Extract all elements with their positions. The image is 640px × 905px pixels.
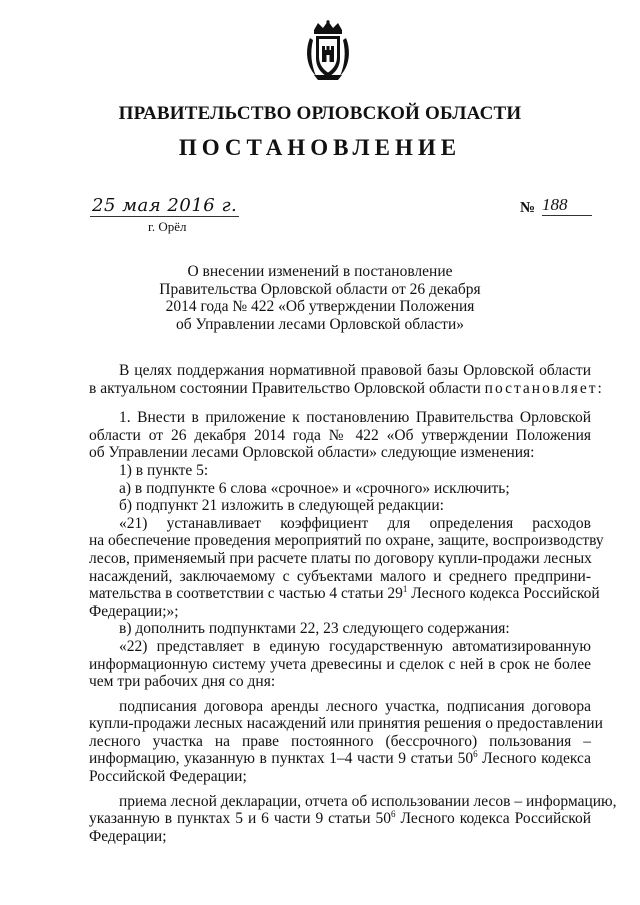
text-line: лесов, применяемый при расчете платы по договору купли-продажи лесных bbox=[89, 549, 592, 567]
decree-body bbox=[89, 362, 617, 845]
title-line: Правительства Орловской области от 26 декабря bbox=[159, 280, 481, 298]
text-line bbox=[89, 379, 604, 398]
text-line bbox=[89, 810, 591, 828]
text-line: на обеспечение проведения мероприятий по охране, защите, воспроизводству bbox=[89, 532, 604, 550]
text-line: области от 26 декабря 2014 года № 422 «Об утверждении Положения bbox=[89, 426, 591, 444]
subitem-a: а) в подпункте 6 слова «срочное» и «срочного» исключить; bbox=[119, 479, 510, 497]
decree-date: 25 мая 2016 г. bbox=[92, 195, 238, 216]
text-line bbox=[89, 750, 591, 768]
decree-number: 188 bbox=[542, 195, 592, 216]
text-fragment: указанную в пунктах 5 и 6 части 9 статьи 50 bbox=[89, 810, 392, 828]
number-label: № bbox=[520, 200, 536, 216]
coat-of-arms-icon bbox=[304, 20, 352, 82]
preamble bbox=[89, 362, 604, 397]
text-line: насаждений, заключаемому с субъектами малого и среднего предприни- bbox=[89, 567, 591, 585]
text-fragment: Лесного кодекса Российской bbox=[407, 585, 600, 603]
title-line: О внесении изменений в постановление bbox=[187, 263, 453, 280]
text-fragment: Лесного кодекса bbox=[477, 750, 591, 768]
text-line: лесного участка на праве постоянного (бессрочного) пользования – bbox=[89, 732, 591, 750]
title-line: об Управлении лесами Орловской области» bbox=[175, 315, 465, 333]
superscript: 1 bbox=[402, 583, 408, 594]
clause-22-signing bbox=[89, 697, 603, 786]
text-line: об Управлении лесами Орловской области» следующие изменения: bbox=[89, 444, 535, 462]
subitem-1: 1) в пункте 5: bbox=[119, 461, 209, 479]
subitem-b: б) подпункт 21 изложить в следующей редакции: bbox=[119, 497, 444, 515]
text-line: Российской Федерации; bbox=[89, 768, 247, 786]
text-line: «22) представляет в единую государственную автоматизированную bbox=[119, 637, 591, 655]
decree-title bbox=[0, 263, 640, 333]
text-line: 1. Внести в приложение к постановлению Правительства Орловской bbox=[119, 409, 591, 427]
text-line: Федерации;»; bbox=[89, 602, 179, 620]
text-fragment: информацию, указанную в пунктах 1–4 части 9 статьи 50 bbox=[89, 750, 474, 768]
clause-22-declaration bbox=[89, 792, 617, 846]
text-fragment: мательства в соответствии с частью 4 статьи 29 bbox=[89, 585, 403, 603]
text-line: подписания договора аренды лесного участка, подписания договора bbox=[119, 697, 591, 715]
title-line: 2014 года № 422 «Об утверждении Положения bbox=[165, 298, 475, 315]
subitem-v: в) дополнить подпунктами 22, 23 следующего содержания: bbox=[119, 620, 510, 638]
superscript: 6 bbox=[391, 809, 396, 820]
resolves-word: постановляет: bbox=[484, 379, 604, 397]
text-line: «21) устанавливает коэффициент для определения расходов bbox=[119, 514, 591, 532]
clause-21 bbox=[89, 514, 604, 621]
text-line bbox=[89, 583, 600, 603]
text-line: Федерации; bbox=[89, 827, 167, 845]
text-line: В целях поддержания нормативной правовой базы Орловской области bbox=[119, 362, 591, 379]
item-1 bbox=[89, 409, 591, 462]
text-fragment: Лесного кодекса Российской bbox=[395, 810, 591, 828]
city-label: г. Орёл bbox=[148, 219, 187, 234]
clause-22 bbox=[89, 638, 591, 691]
superscript: 6 bbox=[473, 749, 478, 760]
text-line: информационную систему учета древесины и сделок с ней в срок не более bbox=[89, 655, 591, 673]
preamble-text: в актуальном состоянии Правительство Орловской области bbox=[89, 379, 485, 397]
text-line: приема лесной декларации, отчета об использовании лесов – информацию, bbox=[119, 792, 617, 810]
government-name: ПРАВИТЕЛЬСТВО ОРЛОВСКОЙ ОБЛАСТИ bbox=[118, 103, 522, 124]
text-line: купли-продажи лесных насаждений или принятия решения о предоставлении bbox=[89, 715, 603, 733]
document-type: ПОСТАНОВЛЕНИЕ bbox=[178, 135, 462, 160]
text-line: чем три рабочих дня со дня: bbox=[89, 673, 276, 691]
